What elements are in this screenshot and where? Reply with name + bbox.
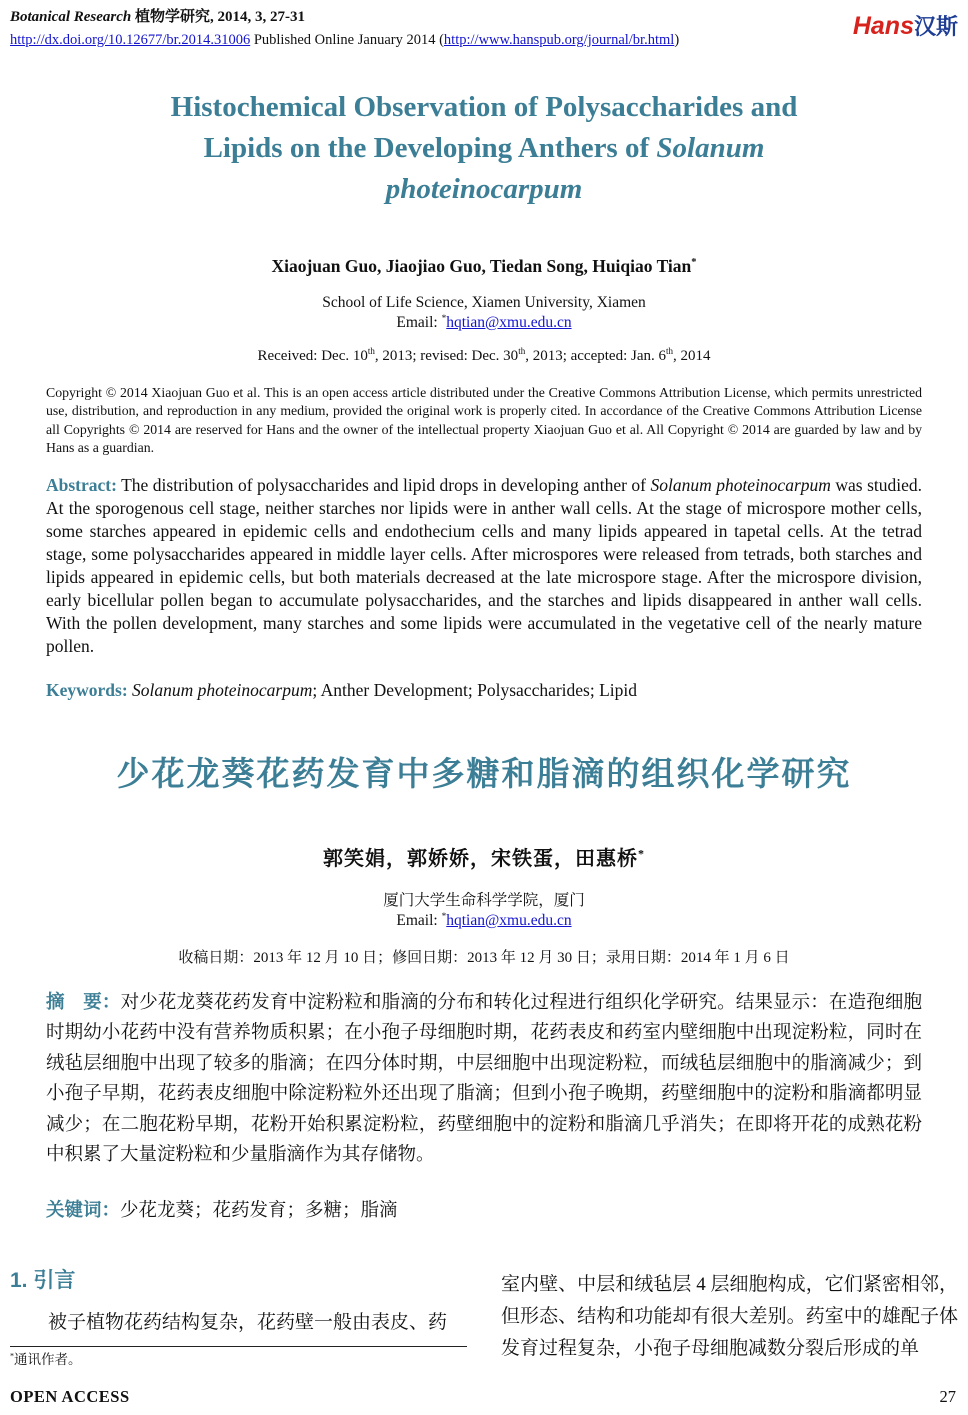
- text-segment: Solanum photeinocarpum: [132, 679, 313, 700]
- introduction-section: [10, 1268, 958, 1369]
- journal-header: [10, 8, 958, 50]
- text-segment: 少花龙葵；花药发育；多糖；脂滴: [120, 1200, 398, 1221]
- email-line-en: [10, 313, 958, 333]
- text-segment: Keywords:: [46, 679, 133, 700]
- intro-right-column: [501, 1268, 958, 1369]
- email-link[interactable]: hqtian@xmu.edu.cn: [446, 911, 572, 929]
- text-segment: *: [10, 1351, 15, 1361]
- text-segment: th: [666, 346, 674, 356]
- text-segment: Published Online January 2014 (: [250, 32, 444, 48]
- article-title-cn: 少花龙葵花药发育中多糖和脂滴的组织化学研究: [116, 754, 852, 792]
- text-segment: ): [674, 32, 680, 48]
- page-number: 27: [939, 1387, 956, 1406]
- text-segment: , 2013; revised: Dec. 30: [374, 348, 519, 364]
- received-dates-cn: 收稿日期：2013 年 12 月 10 日；修回日期：2013 年 12 月 30 日；录用日期：2014 年 1 月 6 日: [178, 949, 790, 966]
- text-segment: ; Anther Development; Polysaccharides; Lipid: [312, 679, 638, 700]
- text-segment: *: [441, 313, 447, 324]
- journal-info: [10, 8, 679, 50]
- text-segment: Received: Dec. 10: [257, 348, 368, 364]
- text-segment: *: [691, 257, 697, 269]
- text-segment: 摘 要：: [46, 990, 121, 1012]
- text-segment: Solanum photeinocarpum: [650, 474, 831, 495]
- title-line-2: [60, 128, 908, 169]
- title-line-1: [60, 87, 908, 128]
- text-segment: , 2014: [673, 348, 711, 364]
- copyright-notice: Copyright © 2014 Xiaojuan Guo et al. This is an open access article distributed under the Creative Commons Attribution License, which permits unrestricted use, distribution, and reproduction in any medium, provided the original work is properly cited. In accordance of the Creative Commons Attribution License all Copyrights © 2014 are reserved for Hans and the owner of the intellectual property Xiaojuan Guo et al. All Copyright © 2014 are guarded by law and by Hans as a guardian.: [46, 385, 922, 456]
- hans-logo: [853, 8, 958, 41]
- text-segment: Email:: [396, 911, 442, 929]
- email-link[interactable]: hqtian@xmu.edu.cn: [446, 314, 572, 331]
- text-segment: Solanum: [656, 132, 765, 164]
- abstract-cn: [46, 987, 922, 1171]
- text-segment: th: [518, 346, 526, 356]
- text-segment: Lipids on the Developing Anthers of: [203, 132, 657, 164]
- hans-logo-wordmark: Hans: [852, 12, 914, 40]
- text-segment: Email:: [396, 314, 442, 331]
- intro-paragraph-left: 被子植物花药结构复杂，花药壁一般由表皮、药: [48, 1311, 448, 1333]
- text-segment: , 2013; accepted: Jan. 6: [525, 348, 666, 364]
- received-dates-en: [10, 348, 958, 365]
- title-line-3: [60, 169, 908, 210]
- authors-cn: [10, 842, 958, 871]
- hans-logo-cn-text: 汉斯: [913, 14, 958, 39]
- intro-paragraph-right: 室内壁、中层和绒毡层 4 层细胞构成，它们紧密相邻，但形态、结构和功能却有很大差别。药室中的雄配子体发育过程复杂，小孢子母细胞减数分裂后形成的单: [501, 1273, 958, 1359]
- keywords-cn: [46, 1195, 922, 1226]
- text-segment: 对少花龙葵花药发育中淀粉粒和脂滴的分布和转化过程进行组织化学研究。结果显示：在造孢细胞时期幼小花药中没有营养物质积累；在小孢子母细胞时期，花药表皮和药室内壁细胞中出现淀粉粒，同时在绒毡层细胞中出现了较多的脂滴；在四分体时期，中层细胞中出现淀粉粒，而绒毡层细胞中的脂滴减少；到小孢子早期，花药表皮细胞中除淀粉粒外还出现了脂滴；但到小孢子晚期，药壁细胞中的淀粉和脂滴都明显减少；在二胞花粉早期，花粉开始积累淀粉粒，药壁细胞中的淀粉和脂滴几乎消失；在即将开花的成熟花粉中积累了大量淀粉粒和少量脂滴作为其存储物。: [46, 992, 922, 1166]
- text-segment: The distribution of polysaccharides and lipid drops in developing anther of: [116, 474, 651, 495]
- text-segment: 关键词：: [46, 1198, 121, 1220]
- page-footer: [10, 1387, 956, 1407]
- email-line-cn: [10, 911, 958, 931]
- intro-left-column: [10, 1268, 467, 1369]
- journal-doi-line: [10, 31, 679, 50]
- text-segment: *: [638, 845, 645, 860]
- text-segment: 植物学研究, 2014, 3, 27-31: [131, 9, 306, 25]
- text-segment: th: [367, 346, 375, 356]
- abstract-en: [46, 474, 922, 658]
- article-title-en: [60, 87, 908, 210]
- text-segment: Histochemical Observation of Polysaccharides and: [170, 91, 798, 123]
- text-segment: *: [441, 911, 447, 922]
- keywords-en: [46, 679, 922, 702]
- affiliation-en: School of Life Science, Xiamen University, Xiamen: [322, 294, 646, 311]
- corresponding-author-footnote: [10, 1346, 467, 1369]
- open-access-label: OPEN ACCESS: [10, 1387, 130, 1406]
- text-segment: Abstract:: [46, 474, 117, 495]
- journal-title-line: [10, 8, 679, 27]
- text-segment: Xiaojuan Guo, Jiaojiao Guo, Tiedan Song, Huiqiao Tian: [271, 256, 692, 276]
- text-segment: was studied. At the sporogenous cell stage, neither starches nor lipids were in anther wall cells. At the stage of microspore mother cells, some starches appeared in epidemic cells and endothecium cells and many lipids appeared in tapetal cells. At the tetrad stage, some polysaccharides appeared in middle layer cells. After microspores were released from tetrads, both starches and lipids appeared in epidemic cells, but both materials decreased at the late microspore stage. After the microspore division, early bicellular pollen began to accumulate polysaccharides, and the starches and lipids disappeared in anther wall cells. With the pollen development, many starches and some lipids were accumulated in the vegetative cell of the nearly mature pollen.: [46, 474, 922, 656]
- affiliation-cn: 厦门大学生命科学学院，厦门: [383, 891, 585, 909]
- journal-url-link[interactable]: http://www.hanspub.org/journal/br.html: [443, 32, 675, 48]
- doi-link[interactable]: http://dx.doi.org/10.12677/br.2014.31006: [10, 32, 251, 48]
- text-segment: Botanical Research: [10, 9, 132, 25]
- section-heading-introduction: 1. 引言: [10, 1268, 76, 1292]
- text-segment: 郭笑娟，郭娇娇，宋铁蛋，田惠桥: [323, 847, 638, 870]
- text-segment: 通讯作者。: [14, 1351, 82, 1367]
- authors-en: [10, 256, 958, 277]
- text-segment: photeinocarpum: [385, 173, 583, 205]
